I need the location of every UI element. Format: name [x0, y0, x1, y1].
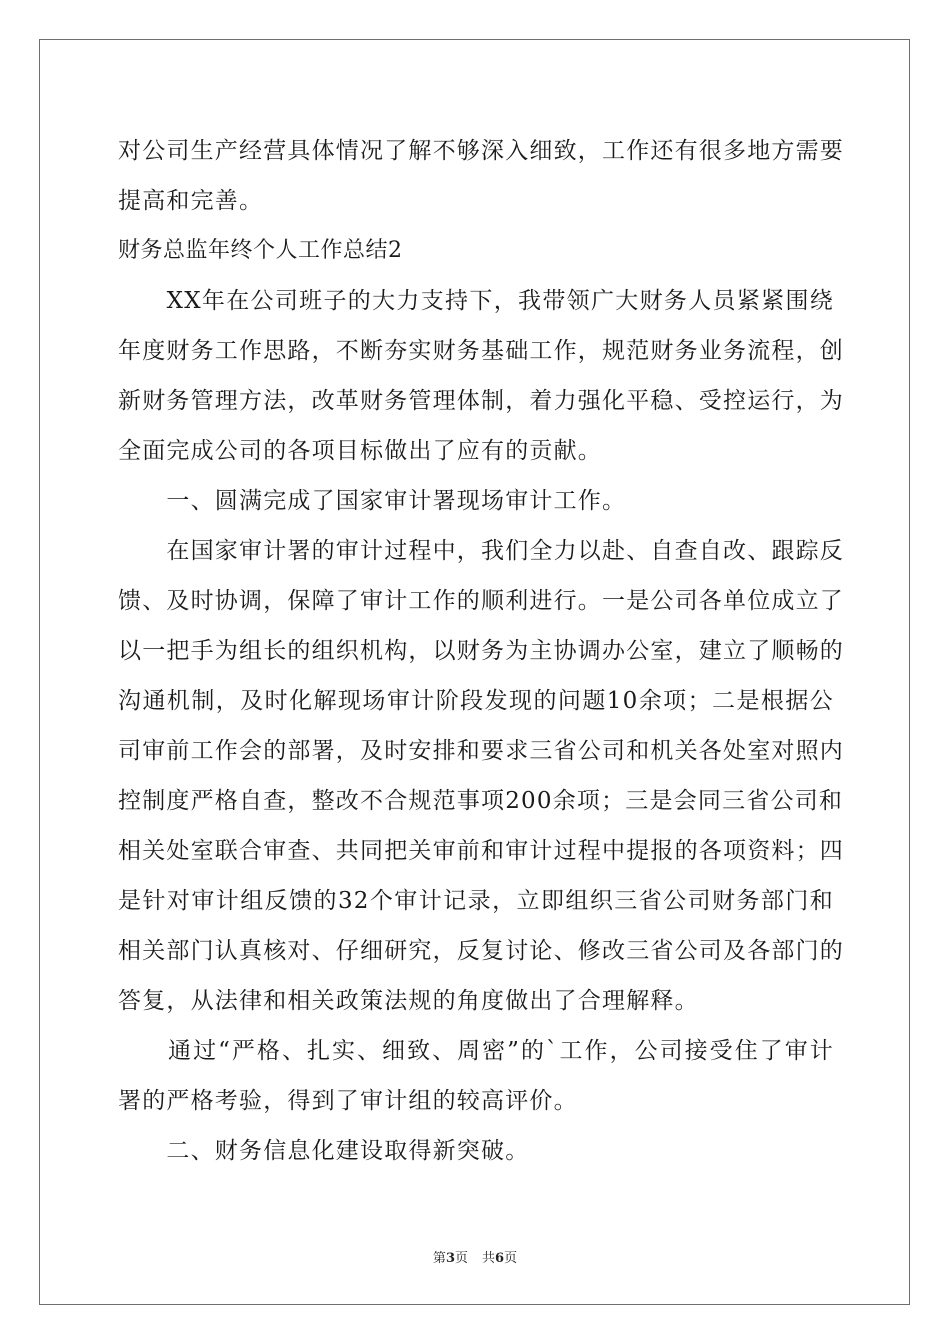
text-line: 全面完成公司的各项目标做出了应有的贡献。: [118, 438, 602, 464]
text-line: 提高和完善。: [118, 188, 264, 214]
footer-page-suffix: 页: [454, 1251, 468, 1266]
text-line: 署的严格考验，得到了审计组的较高评价。: [118, 1088, 578, 1114]
text-line: 答复，从法律和相关政策法规的角度做出了合理解释。: [118, 988, 699, 1014]
subheading: 二、财务信息化建设取得新突破。: [118, 1138, 530, 1164]
document-body: [118, 126, 844, 1176]
footer-total-prefix: 共: [482, 1251, 496, 1266]
text-line: 在国家审计署的审计过程中，我们全力以赴、自查自改、跟踪反: [118, 538, 844, 564]
text-line: 对公司生产经营具体情况了解不够深入细致，工作还有很多地方需要: [118, 138, 844, 164]
text-line: 相关处室联合审查、共同把关审前和审计过程中提报的各项资料；四: [118, 838, 844, 864]
text-line: 馈、及时协调，保障了审计工作的顺利进行。一是公司各单位成立了: [118, 588, 844, 614]
text-line: 司审前工作会的部署，及时安排和要求三省公司和机关各处室对照内: [118, 738, 844, 764]
footer-prefix: 第: [432, 1251, 446, 1266]
text-line: 相关部门认真核对、仔细研究，反复讨论、修改三省公司及各部门的: [118, 938, 844, 964]
text-line: 控制度严格自查，整改不合规范事项200余项；三是会同三省公司和: [118, 788, 844, 814]
page-footer: [0, 1247, 950, 1266]
text-line: 以一把手为组长的组织机构，以财务为主协调办公室，建立了顺畅的: [118, 638, 844, 664]
text-line: 通过“严格、扎实、细致、周密”的`工作，公司接受住了审计: [118, 1038, 834, 1064]
text-line: 年度财务工作思路，不断夯实财务基础工作，规范财务业务流程，创: [118, 338, 844, 364]
total-page-count: 6: [495, 1251, 505, 1266]
text-line: 新财务管理方法，改革财务管理体制，着力强化平稳、受控运行，为: [118, 388, 844, 414]
text-line: 是针对审计组反馈的32个审计记录，立即组织三省公司财务部门和: [118, 888, 834, 914]
subheading: 一、圆满完成了国家审计署现场审计工作。: [118, 488, 627, 514]
footer-total-suffix: 页: [504, 1251, 518, 1266]
section-title: 财务总监年终个人工作总结2: [118, 238, 403, 263]
current-page-number: 3: [445, 1251, 455, 1266]
text-line: 沟通机制，及时化解现场审计阶段发现的问题10余项；二是根据公: [118, 688, 834, 714]
text-line: XX年在公司班子的大力支持下，我带领广大财务人员紧紧围绕: [118, 288, 834, 314]
